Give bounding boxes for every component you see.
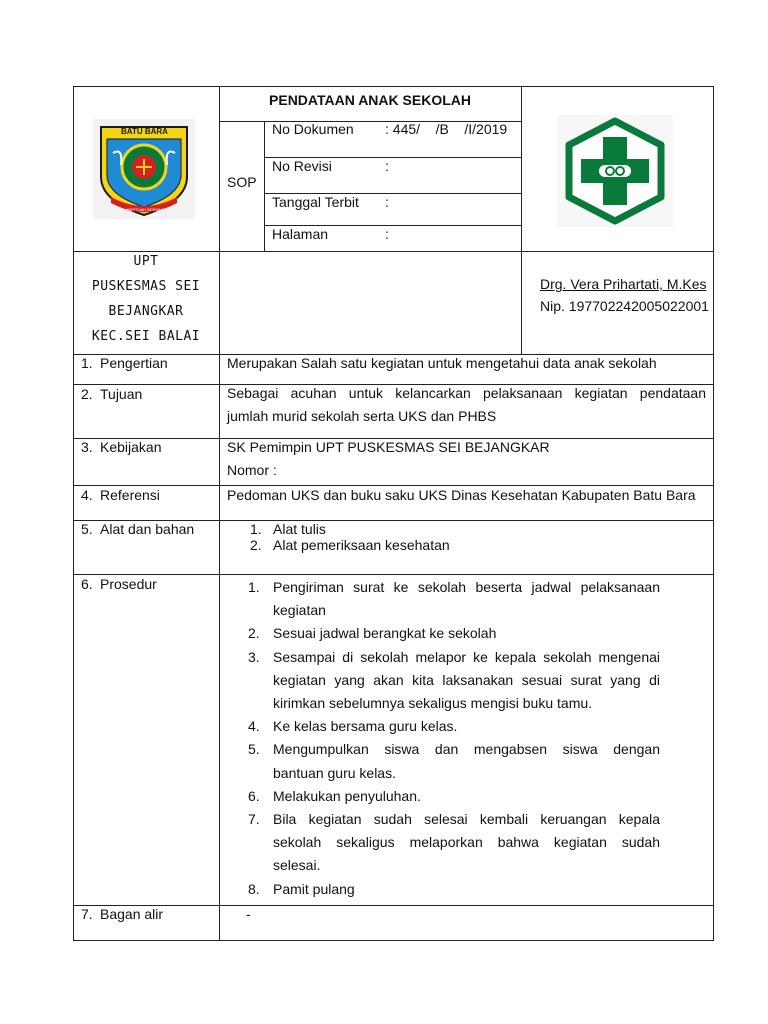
row-divider-4 bbox=[73, 485, 714, 486]
alat-item-1: Alat tulis bbox=[273, 521, 326, 537]
prosedur-step-line: selesai. bbox=[273, 857, 321, 874]
table-border-right bbox=[713, 86, 714, 941]
prosedur-step-num: 8. bbox=[248, 880, 260, 897]
prosedur-step-line: Mengumpulkan siswa dan mengabsen siswa dengan bbox=[273, 741, 660, 758]
sop-label: SOP bbox=[227, 174, 257, 190]
section-label-bagan: Bagan alir bbox=[100, 906, 164, 922]
puskesmas-icon bbox=[557, 115, 673, 227]
alat-num-2: 2. bbox=[250, 537, 262, 553]
field-label-halaman: Halaman bbox=[272, 226, 329, 242]
prosedur-step-line: Sesampai di sekolah melapor ke kepala sekolah mengenai bbox=[273, 648, 660, 665]
batu-bara-logo bbox=[93, 119, 195, 222]
prosedur-step-line: kegiatan bbox=[273, 602, 326, 619]
table-border-top bbox=[73, 86, 714, 87]
header-bottom bbox=[73, 251, 714, 252]
prosedur-step-num: 5. bbox=[248, 741, 260, 758]
section-label-pengertian: Pengertian bbox=[100, 355, 168, 371]
section-label-referensi: Referensi bbox=[100, 487, 160, 503]
prosedur-step-line: Pamit pulang bbox=[273, 880, 355, 897]
logo-top-text: BATU BARA bbox=[121, 127, 168, 136]
row-divider-6 bbox=[73, 574, 714, 575]
section-label-alat: Alat dan bahan bbox=[100, 521, 195, 537]
field-value-halaman: : bbox=[385, 226, 389, 242]
field-value-no-dokumen: : 445/ /B /I/2019 bbox=[385, 121, 508, 137]
prosedur-step-num: 2. bbox=[248, 625, 260, 642]
signatory-name: Drg. Vera Prihartati, M.Kes bbox=[540, 276, 707, 292]
prosedur-step-line: Sesuai jadwal berangkat ke sekolah bbox=[273, 625, 497, 642]
signatory-nip: Nip. 197702242005022001 bbox=[540, 298, 709, 314]
section-label-tujuan: Tujuan bbox=[100, 386, 143, 402]
pengertian-text: Merupakan Salah satu kegiatan untuk mengetahui data anak sekolah bbox=[227, 355, 657, 371]
row-divider-7 bbox=[73, 905, 714, 906]
kebijakan-line-2: Nomor : bbox=[227, 462, 277, 478]
org-line-2: PUSKESMAS SEI bbox=[91, 279, 201, 294]
document-title: PENDATAAN ANAK SEKOLAH bbox=[269, 92, 471, 108]
field-label-tanggal-terbit: Tanggal Terbit bbox=[272, 194, 359, 210]
section-num-pengertian: 1. bbox=[81, 355, 93, 371]
section-num-alat: 5. bbox=[81, 521, 93, 537]
org-line-3: BEJANGKAR bbox=[108, 304, 184, 319]
prosedur-step-line: Pengiriman surat ke sekolah beserta jadwal pelaksanaan bbox=[273, 579, 660, 595]
section-num-bagan: 7. bbox=[81, 906, 93, 922]
prosedur-step-num: 1. bbox=[248, 579, 260, 595]
tujuan-line-2: jumlah murid sekolah serta UKS dan PHBS bbox=[227, 408, 497, 424]
section-num-referensi: 4. bbox=[81, 487, 93, 503]
section-num-tujuan: 2. bbox=[81, 386, 93, 402]
logo-bottom-text: BERTUAH BERSAMA bbox=[127, 207, 167, 212]
referensi-text: Pedoman UKS dan buku saku UKS Dinas Kesehatan Kabupaten Batu Bara bbox=[227, 487, 696, 503]
col-divider-left bbox=[219, 86, 220, 941]
section-label-prosedur: Prosedur bbox=[100, 576, 157, 592]
bagan-text: - bbox=[246, 906, 251, 922]
prosedur-step-line: bantuan guru kelas. bbox=[273, 764, 396, 781]
prosedur-step-num: 6. bbox=[248, 787, 260, 804]
section-label-kebijakan: Kebijakan bbox=[100, 439, 162, 455]
prosedur-step-line: Melakukan penyuluhan. bbox=[273, 787, 421, 804]
prosedur-step-line: kegiatan yang akan kita laksanakan sesuai surat yang di bbox=[273, 671, 660, 688]
tujuan-text bbox=[227, 382, 706, 428]
puskesmas-logo bbox=[557, 115, 673, 230]
org-line-4: KEC.SEI BALAI bbox=[91, 329, 201, 344]
field-label-no-dokumen: No Dokumen bbox=[272, 121, 354, 137]
prosedur-step-num: 4. bbox=[248, 718, 260, 735]
prosedur-step-line: kirimkan sebelumnya sekaligus mengisi buku tamu. bbox=[273, 695, 593, 711]
table-border-bottom bbox=[73, 940, 714, 941]
field-label-no-revisi: No Revisi bbox=[272, 158, 332, 174]
tujuan-line-1: Sebagai acuhan untuk kelancarkan pelaksanaan kegiatan pendataan bbox=[227, 385, 706, 401]
kebijakan-line-1: SK Pemimpin UPT PUSKESMAS SEI BEJANGKAR bbox=[227, 439, 550, 455]
table-border-left bbox=[73, 86, 74, 941]
section-num-kebijakan: 3. bbox=[81, 439, 93, 455]
field-value-tanggal-terbit: : bbox=[385, 194, 389, 210]
alat-item-2: Alat pemeriksaan kesehatan bbox=[273, 537, 450, 553]
prosedur-step-num: 3. bbox=[248, 648, 260, 665]
section-num-prosedur: 6. bbox=[81, 576, 93, 592]
field-value-no-revisi: : bbox=[385, 158, 389, 174]
alat-num-1: 1. bbox=[250, 521, 262, 537]
sop-divider bbox=[264, 121, 265, 252]
prosedur-step-num: 7. bbox=[248, 811, 260, 827]
prosedur-step-line: sekolah sekaligus melaporkan bahwa kegiatan sudah bbox=[273, 834, 660, 851]
col-divider-right bbox=[521, 86, 522, 354]
prosedur-step-line: Bila kegiatan sudah selesai kembali keruangan kepala bbox=[273, 811, 660, 827]
prosedur-step-line: Ke kelas bersama guru kelas. bbox=[273, 718, 458, 735]
org-line-1: UPT bbox=[133, 254, 159, 269]
